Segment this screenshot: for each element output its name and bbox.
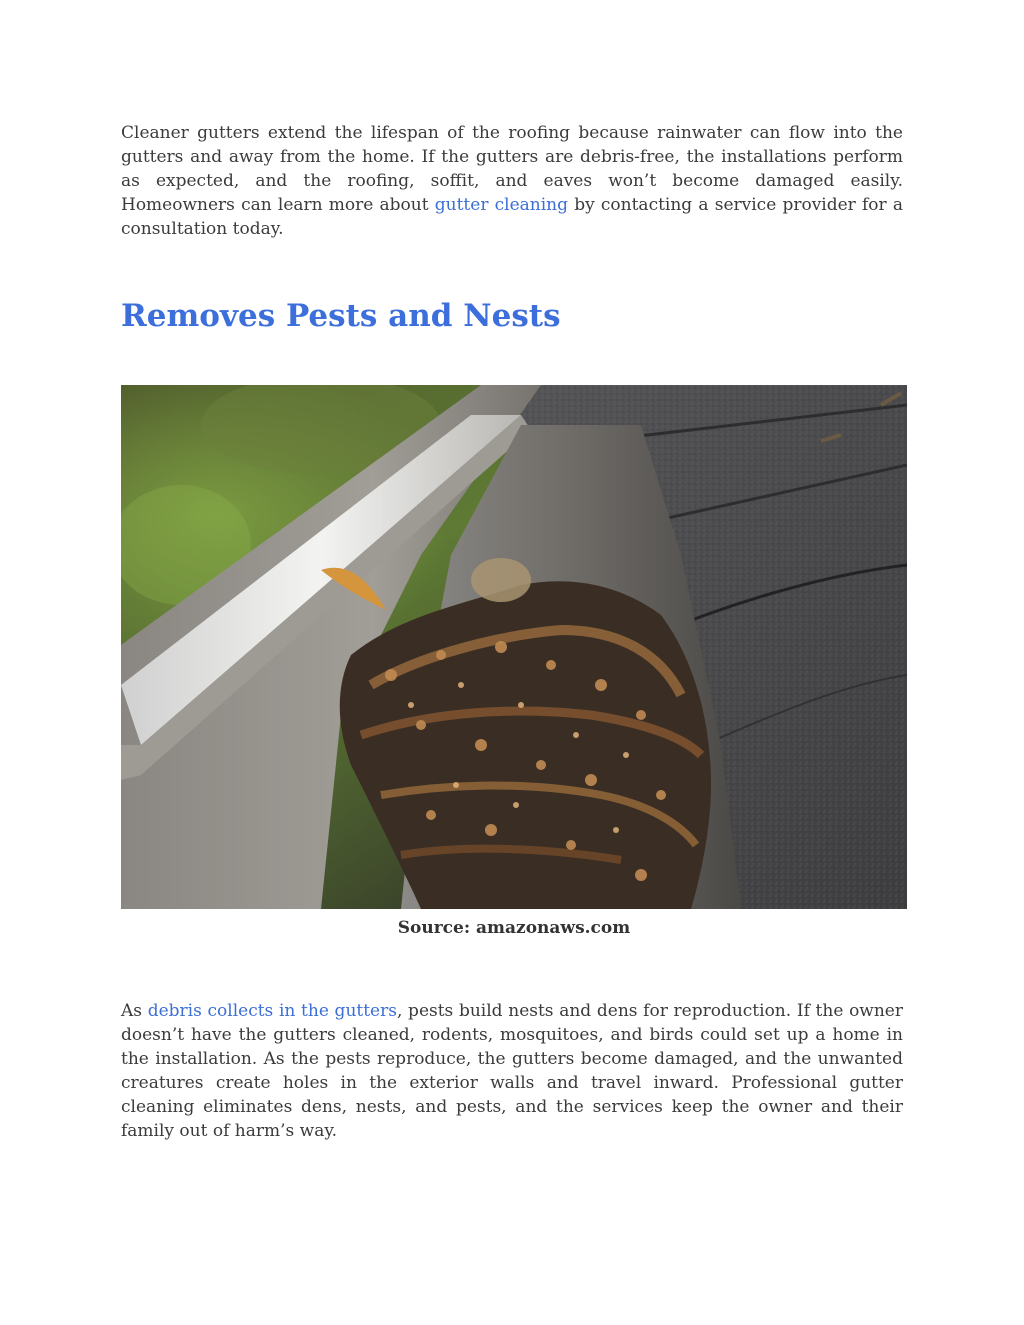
gutter-cleaning-link[interactable]: gutter cleaning [434, 195, 569, 215]
body-paragraph-intro [121, 121, 903, 241]
debris-collects-link[interactable]: debris collects in the gutters [147, 1001, 397, 1021]
section-heading: Removes Pests and Nests [121, 298, 561, 334]
paragraph-text: , pests build nests and dens for reproduction. If the owner doesn’t have the gutters cleaned, rodents, mosquitoes, and birds could set up a home in the installation. As the pests reproduce, the gutters become damaged, and the unwanted creatures create holes in the exterior walls and travel inward. Professional gutter cleaning eliminates dens, nests, and pests, and the services keep the owner and their family out of harm’s way. [121, 1001, 903, 1141]
gutter-debris-photo [121, 385, 907, 909]
paragraph-text: Cleaner gutters extend the lifespan of the roofing because rainwater can flow into the gutters and away from the home. If the gutters are debris-free, the installations perform as expected, and the roofing, soffit, and eaves won’t become damaged easily. Homeowners can learn more about [121, 123, 903, 215]
body-paragraph-pests [121, 999, 903, 1143]
image-caption: Source: amazonaws.com [397, 918, 631, 938]
paragraph-text: As [121, 1001, 148, 1021]
paragraph-text: by contacting a service provider for a consultation today. [121, 195, 903, 239]
